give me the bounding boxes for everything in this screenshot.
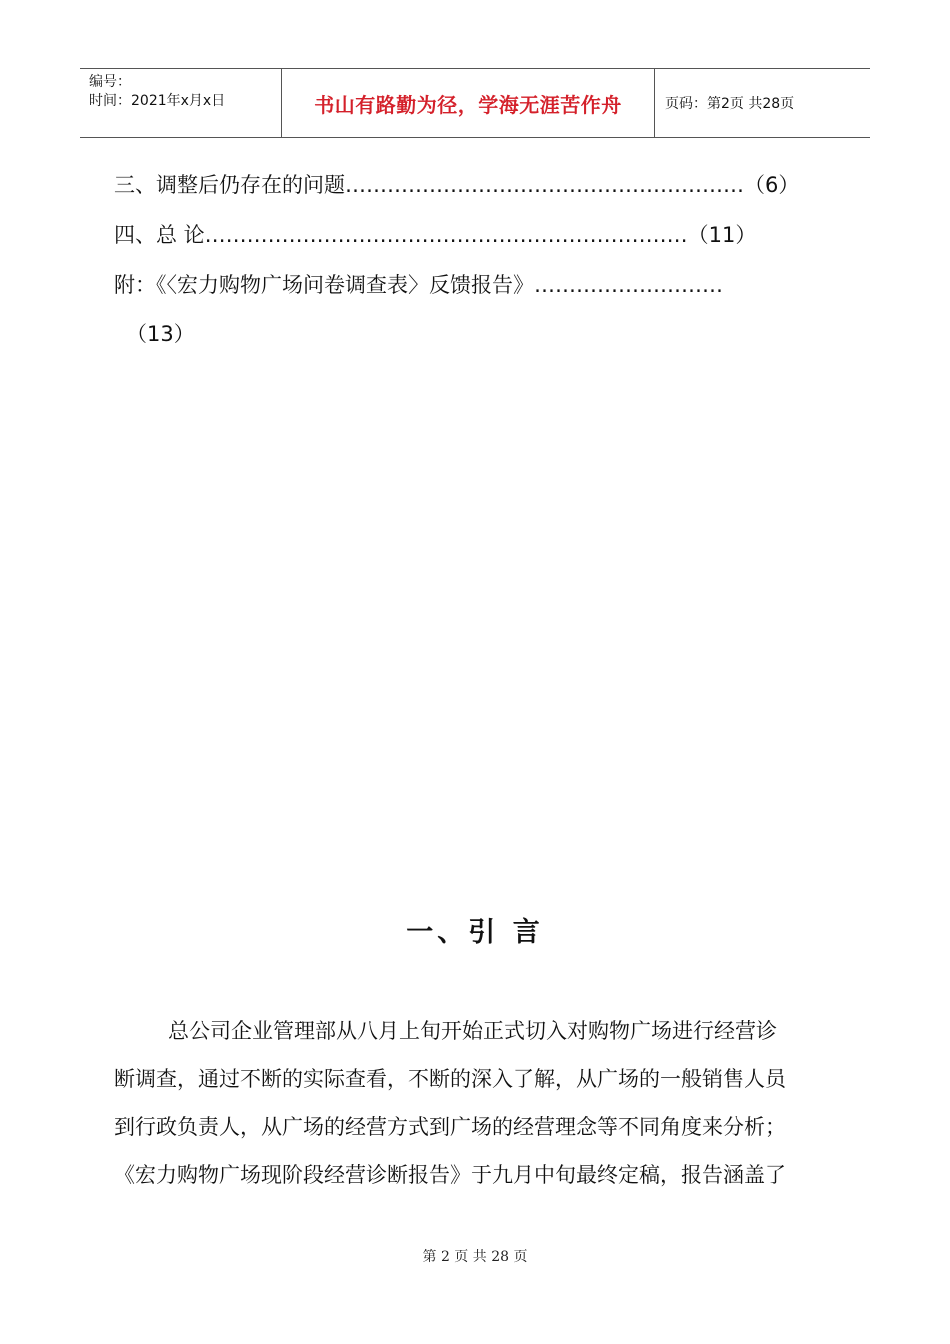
body-line: 断调查，通过不断的实际查看，不断的深入了解，从广场的一般销售人员 xyxy=(114,1067,786,1091)
header-motto: 书山有路勤为径，学海无涯苦作舟 xyxy=(314,92,622,117)
toc-item: 四、总 论……………………………………………………………（11） xyxy=(114,223,757,247)
toc-item: 附：《〈宏力购物广场问卷调查表〉反馈报告》……………………… xyxy=(114,273,723,297)
header-time-label: 时间：2021年x月x日 xyxy=(89,93,226,109)
section-body xyxy=(114,1012,844,1204)
body-line: 到行政负责人，从广场的经营方式到广场的经营理念等不同角度来分析； xyxy=(114,1115,786,1139)
table-of-contents xyxy=(114,168,844,318)
header-page-label: 页码：第2页 共28页 xyxy=(665,96,795,112)
header-number-label: 编号： xyxy=(89,74,131,90)
toc-item-page-number: （13） xyxy=(126,322,195,346)
section-title: 一、引 言 xyxy=(406,917,544,948)
body-line: 总公司企业管理部从八月上旬开始正式切入对购物广场进行经营诊 xyxy=(168,1019,777,1043)
page-footer: 第 2 页 共 28 页 xyxy=(422,1249,528,1265)
body-line: 《宏力购物广场现阶段经营诊断报告》于九月中旬最终定稿，报告涵盖了 xyxy=(114,1163,786,1187)
header-motto-cell xyxy=(282,69,655,137)
header-meta-cell xyxy=(80,69,282,137)
toc-item: 三、调整后仍存在的问题…………………………………………………（6） xyxy=(114,173,800,197)
header-page-cell xyxy=(655,69,870,137)
page-header xyxy=(80,68,870,138)
